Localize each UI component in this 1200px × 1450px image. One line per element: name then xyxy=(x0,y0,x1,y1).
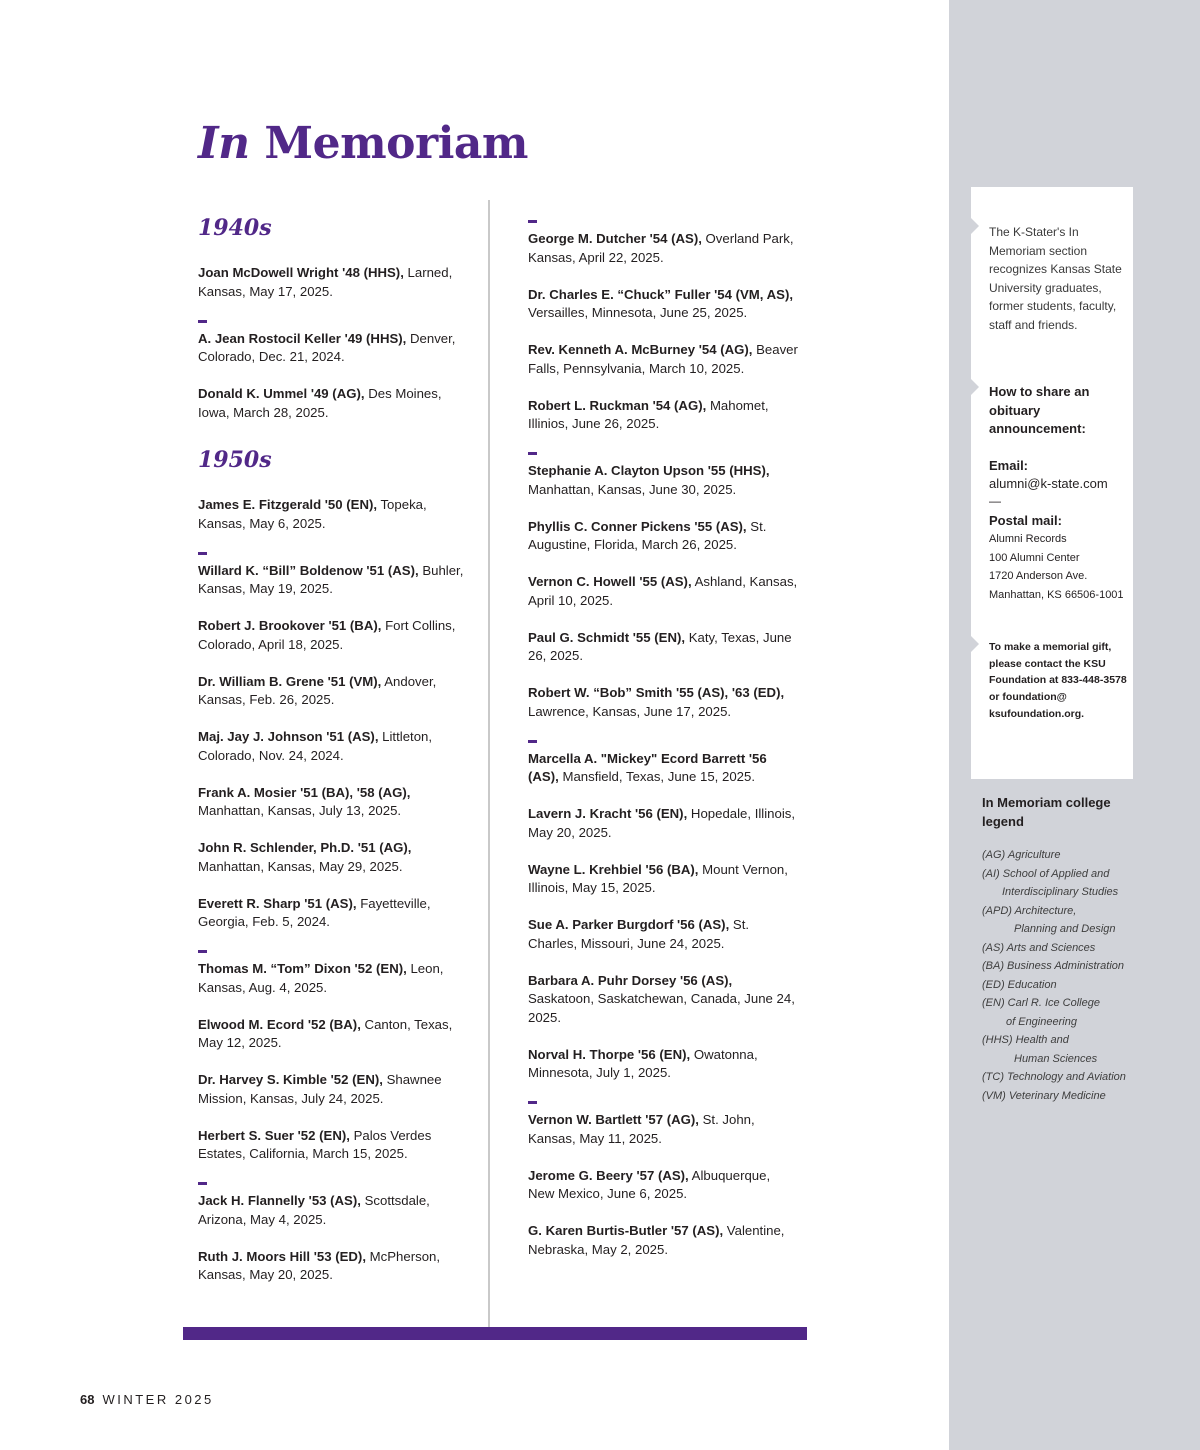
obituary-entry xyxy=(528,1167,798,1204)
share-heading: How to share an obituary announcement: xyxy=(989,384,1090,436)
middle-column xyxy=(528,208,798,1278)
entry-name: Dr. Harvey S. Kimble '52 (EN), xyxy=(198,1072,383,1087)
entry-name: Jerome G. Beery '57 (AS), xyxy=(528,1167,689,1183)
entry-detail: Versailles, Minnesota, June 25, 2025. xyxy=(528,305,748,320)
info-card xyxy=(971,187,1133,779)
share-instructions xyxy=(989,383,1129,604)
address-line: 100 Alumni Center xyxy=(989,551,1080,564)
page-title xyxy=(198,118,528,169)
entries-1950s xyxy=(198,496,468,1285)
entry-name: Norval H. Thorpe '56 (EN), xyxy=(528,1046,691,1062)
entry-detail: Manhattan, Kansas, July 13, 2025. xyxy=(198,803,402,818)
obituary-entry xyxy=(198,1192,468,1229)
obituary-entry xyxy=(528,397,798,434)
entry-detail: Manhattan, Kansas, June 30, 2025. xyxy=(528,481,737,497)
group-divider-dash xyxy=(198,320,207,323)
obituary-entry xyxy=(198,1248,468,1285)
entry-detail: Andover, Kansas, Feb. 26, 2025. xyxy=(198,673,437,707)
entry-name: Marcella A. "Mickey" Ecord Barrett '56 (AS), xyxy=(528,750,767,784)
entry-name: Sue A. Parker Burgdorf '56 (AS), xyxy=(528,917,730,932)
obituary-entry xyxy=(198,1016,468,1053)
group-divider-dash xyxy=(528,1101,537,1104)
entry-name: Willard K. “Bill” Boldenow '51 (AS), xyxy=(198,562,419,578)
entry-detail: Buhler, Kansas, May 19, 2025. xyxy=(198,562,464,596)
legend-item: Human Sciences xyxy=(1014,1052,1098,1065)
page-footer xyxy=(80,1392,214,1407)
legend-item: (EN) Carl R. Ice College xyxy=(982,997,1100,1009)
obituary-entry xyxy=(528,1222,798,1259)
entry-detail: Owatonna, Minnesota, July 1, 2025. xyxy=(528,1046,758,1080)
entry-detail: Scottsdale, Arizona, May 4, 2025. xyxy=(198,1193,430,1227)
entry-name: Dr. William B. Grene '51 (VM), xyxy=(198,673,382,689)
title-main: Memoriam xyxy=(264,118,528,169)
entry-name: Ruth J. Moors Hill '53 (ED), xyxy=(198,1248,366,1264)
entry-detail: Katy, Texas, June 26, 2025. xyxy=(528,629,792,663)
entry-detail: Topeka, Kansas, May 6, 2025. xyxy=(198,497,427,531)
entry-detail: Larned, Kansas, May 17, 2025. xyxy=(198,265,453,299)
obituary-entry xyxy=(528,286,798,323)
issue-label: WINTER 2025 xyxy=(102,1392,214,1407)
entries-1940s xyxy=(198,264,468,422)
entry-name: Phyllis C. Conner Pickens '55 (AS), xyxy=(528,518,747,534)
entry-detail: Fayetteville, Georgia, Feb. 5, 2024. xyxy=(198,895,431,929)
entry-detail: Lawrence, Kansas, June 17, 2025. xyxy=(528,703,732,719)
legend-item: (ED) Education xyxy=(982,978,1057,991)
obituary-entry xyxy=(198,562,468,599)
legend-title: In Memoriam college legend xyxy=(982,795,1111,829)
decade-heading-1940s: 1940s xyxy=(198,215,272,241)
entry-name: George M. Dutcher '54 (AS), xyxy=(528,231,702,246)
entry-name: John R. Schlender, Ph.D. '51 (AG), xyxy=(198,840,412,855)
address-line: 1720 Anderson Ave. xyxy=(989,570,1088,582)
legend-item: (AS) Arts and Sciences xyxy=(982,941,1096,954)
obituary-entry xyxy=(528,750,798,787)
separator-dash: — xyxy=(989,493,1001,508)
obituary-entry xyxy=(528,518,798,555)
address-line: Manhattan, KS 66506-1001 xyxy=(989,588,1124,601)
entry-name: Lavern J. Kracht '56 (EN), xyxy=(528,806,688,821)
college-legend xyxy=(982,846,1152,1105)
obituary-entry xyxy=(198,839,468,876)
entry-name: Herbert S. Suer '52 (EN), xyxy=(198,1127,350,1143)
obituary-entry xyxy=(528,861,798,898)
left-column xyxy=(198,212,468,1303)
entry-name: Robert W. “Bob” Smith '55 (AS), '63 (ED), xyxy=(528,685,785,700)
legend-item: Planning and Design xyxy=(1014,923,1116,935)
email-address[interactable]: alumni@k-state.com xyxy=(989,476,1108,491)
memorial-gift-note: To make a memorial gift, please contact the KSU Foundation at 833-448-3578 or foundation@ ksufoundation.org. xyxy=(989,641,1127,720)
obituary-entry xyxy=(198,617,468,654)
bottom-accent-bar xyxy=(183,1327,807,1340)
column-divider xyxy=(488,200,490,1327)
obituary-entry xyxy=(528,916,798,953)
obituary-entry xyxy=(198,330,468,367)
obituary-entry xyxy=(198,264,468,301)
entry-detail: Mansfield, Texas, June 15, 2025. xyxy=(562,769,756,784)
entry-detail: Saskatoon, Saskatchewan, Canada, June 24, 2025. xyxy=(528,991,795,1025)
entry-detail: St. John, Kansas, May 11, 2025. xyxy=(528,1112,755,1146)
obituary-entry xyxy=(528,972,798,1028)
entry-detail: Fort Collins, Colorado, April 18, 2025. xyxy=(198,618,456,652)
obituary-entry xyxy=(198,385,468,422)
entry-detail: Mount Vernon, Illinois, May 15, 2025. xyxy=(528,861,788,895)
group-divider-dash xyxy=(198,950,207,953)
entry-detail: St. Augustine, Florida, March 26, 2025. xyxy=(528,518,767,552)
obituary-entry xyxy=(198,673,468,710)
entry-detail: McPherson, Kansas, May 20, 2025. xyxy=(198,1248,441,1282)
section-intro: The K-Stater's In Memoriam section recognizes Kansas State University graduates, former students, faculty, staff and friends. xyxy=(989,225,1122,332)
entry-detail: Hopedale, Illinois, May 20, 2025. xyxy=(528,806,796,840)
obituary-entry xyxy=(528,629,798,666)
title-italic: In xyxy=(198,118,250,169)
group-divider-dash xyxy=(528,740,537,743)
entry-detail: Des Moines, Iowa, March 28, 2025. xyxy=(198,386,442,420)
obituary-entry xyxy=(198,895,468,932)
group-divider-dash xyxy=(528,452,537,455)
entry-name: Maj. Jay J. Johnson '51 (AS), xyxy=(198,729,379,744)
entry-name: Paul G. Schmidt '55 (EN), xyxy=(528,629,686,645)
entry-name: James E. Fitzgerald '50 (EN), xyxy=(198,497,378,512)
entry-name: Thomas M. “Tom” Dixon '52 (EN), xyxy=(198,961,407,976)
entry-name: A. Jean Rostocil Keller '49 (HHS), xyxy=(198,330,407,346)
legend-item: (BA) Business Administration xyxy=(982,960,1125,972)
legend-item: (AG) Agriculture xyxy=(982,849,1061,861)
entry-name: Vernon W. Bartlett '57 (AG), xyxy=(528,1112,699,1127)
entry-detail: Albuquerque, New Mexico, June 6, 2025. xyxy=(528,1167,771,1201)
obituary-entry xyxy=(528,230,798,267)
obituary-entry xyxy=(198,960,468,997)
obituary-entry xyxy=(198,1127,468,1164)
entry-name: Rev. Kenneth A. McBurney '54 (AG), xyxy=(528,342,753,357)
legend-item: (AI) School of Applied and xyxy=(982,867,1110,880)
notch-arrow-icon xyxy=(971,218,979,234)
entry-name: Robert L. Ruckman '54 (AG), xyxy=(528,397,707,413)
entry-detail: Ashland, Kansas, April 10, 2025. xyxy=(528,574,798,608)
entry-detail: Canton, Texas, May 12, 2025. xyxy=(198,1016,453,1050)
entry-name: Everett R. Sharp '51 (AS), xyxy=(198,895,357,911)
obituary-entry xyxy=(528,805,798,842)
entry-detail: Littleton, Colorado, Nov. 24, 2024. xyxy=(198,729,433,763)
entry-name: Dr. Charles E. “Chuck” Fuller '54 (VM, AS), xyxy=(528,286,793,302)
legend-item: (VM) Veterinary Medicine xyxy=(982,1089,1106,1102)
entry-name: Stephanie A. Clayton Upson '55 (HHS), xyxy=(528,463,770,478)
entry-detail: Manhattan, Kansas, May 29, 2025. xyxy=(198,858,403,874)
entry-detail: Shawnee Mission, Kansas, July 24, 2025. xyxy=(198,1072,442,1106)
group-divider-dash xyxy=(198,1182,207,1185)
obituary-entry xyxy=(528,684,798,721)
entry-detail: St. Charles, Missouri, June 24, 2025. xyxy=(528,917,750,951)
entry-name: Frank A. Mosier '51 (BA), '58 (AG), xyxy=(198,784,411,800)
postal-label: Postal mail: xyxy=(989,512,1062,528)
entry-detail: Denver, Colorado, Dec. 21, 2024. xyxy=(198,330,456,364)
obituary-entry xyxy=(528,1111,798,1148)
obituary-entry xyxy=(198,1071,468,1108)
legend-item: (APD) Architecture, xyxy=(982,904,1077,917)
obituary-entry xyxy=(198,728,468,765)
group-divider-dash xyxy=(198,552,207,555)
entry-name: Elwood M. Ecord '52 (BA), xyxy=(198,1016,361,1032)
legend-item: of Engineering xyxy=(1006,1015,1077,1028)
notch-arrow-icon xyxy=(971,379,979,395)
obituary-entry xyxy=(528,341,798,378)
entry-name: Jack H. Flannelly '53 (AS), xyxy=(198,1193,361,1208)
entry-detail: Palos Verdes Estates, California, March 15, 2025. xyxy=(198,1127,432,1161)
entry-name: Joan McDowell Wright '48 (HHS), xyxy=(198,265,404,280)
legend-item: (TC) Technology and Aviation xyxy=(982,1071,1126,1083)
legend-item: (HHS) Health and xyxy=(982,1034,1069,1046)
obituary-entry xyxy=(528,462,798,499)
entry-name: Donald K. Ummel '49 (AG), xyxy=(198,386,365,401)
entry-name: Vernon C. Howell '55 (AS), xyxy=(528,574,692,589)
obituary-entry xyxy=(198,496,468,533)
legend-item: Interdisciplinary Studies xyxy=(1002,886,1119,898)
address-line: Alumni Records xyxy=(989,533,1067,545)
group-divider-dash xyxy=(528,220,537,223)
page-number: 68 xyxy=(80,1392,95,1407)
obituary-entry xyxy=(528,573,798,610)
entry-detail: Valentine, Nebraska, May 2, 2025. xyxy=(528,1223,785,1257)
email-label: Email: xyxy=(989,457,1029,473)
entry-name: Robert J. Brookover '51 (BA), xyxy=(198,618,382,633)
entries-middle xyxy=(528,220,798,1259)
notch-arrow-icon xyxy=(971,636,979,652)
entry-detail: Beaver Falls, Pennsylvania, March 10, 2025. xyxy=(528,342,798,376)
entry-detail: Mahomet, Illinios, June 26, 2025. xyxy=(528,397,769,431)
obituary-entry xyxy=(528,1046,798,1083)
entry-detail: Overland Park, Kansas, April 22, 2025. xyxy=(528,231,794,265)
obituary-entry xyxy=(198,784,468,821)
entry-name: Wayne L. Krehbiel '56 (BA), xyxy=(528,861,699,877)
entry-name: Barbara A. Puhr Dorsey '56 (AS), xyxy=(528,972,733,988)
entry-name: G. Karen Burtis-Butler '57 (AS), xyxy=(528,1223,724,1238)
entry-detail: Leon, Kansas, Aug. 4, 2025. xyxy=(198,961,444,995)
decade-heading-1950s: 1950s xyxy=(198,447,272,473)
